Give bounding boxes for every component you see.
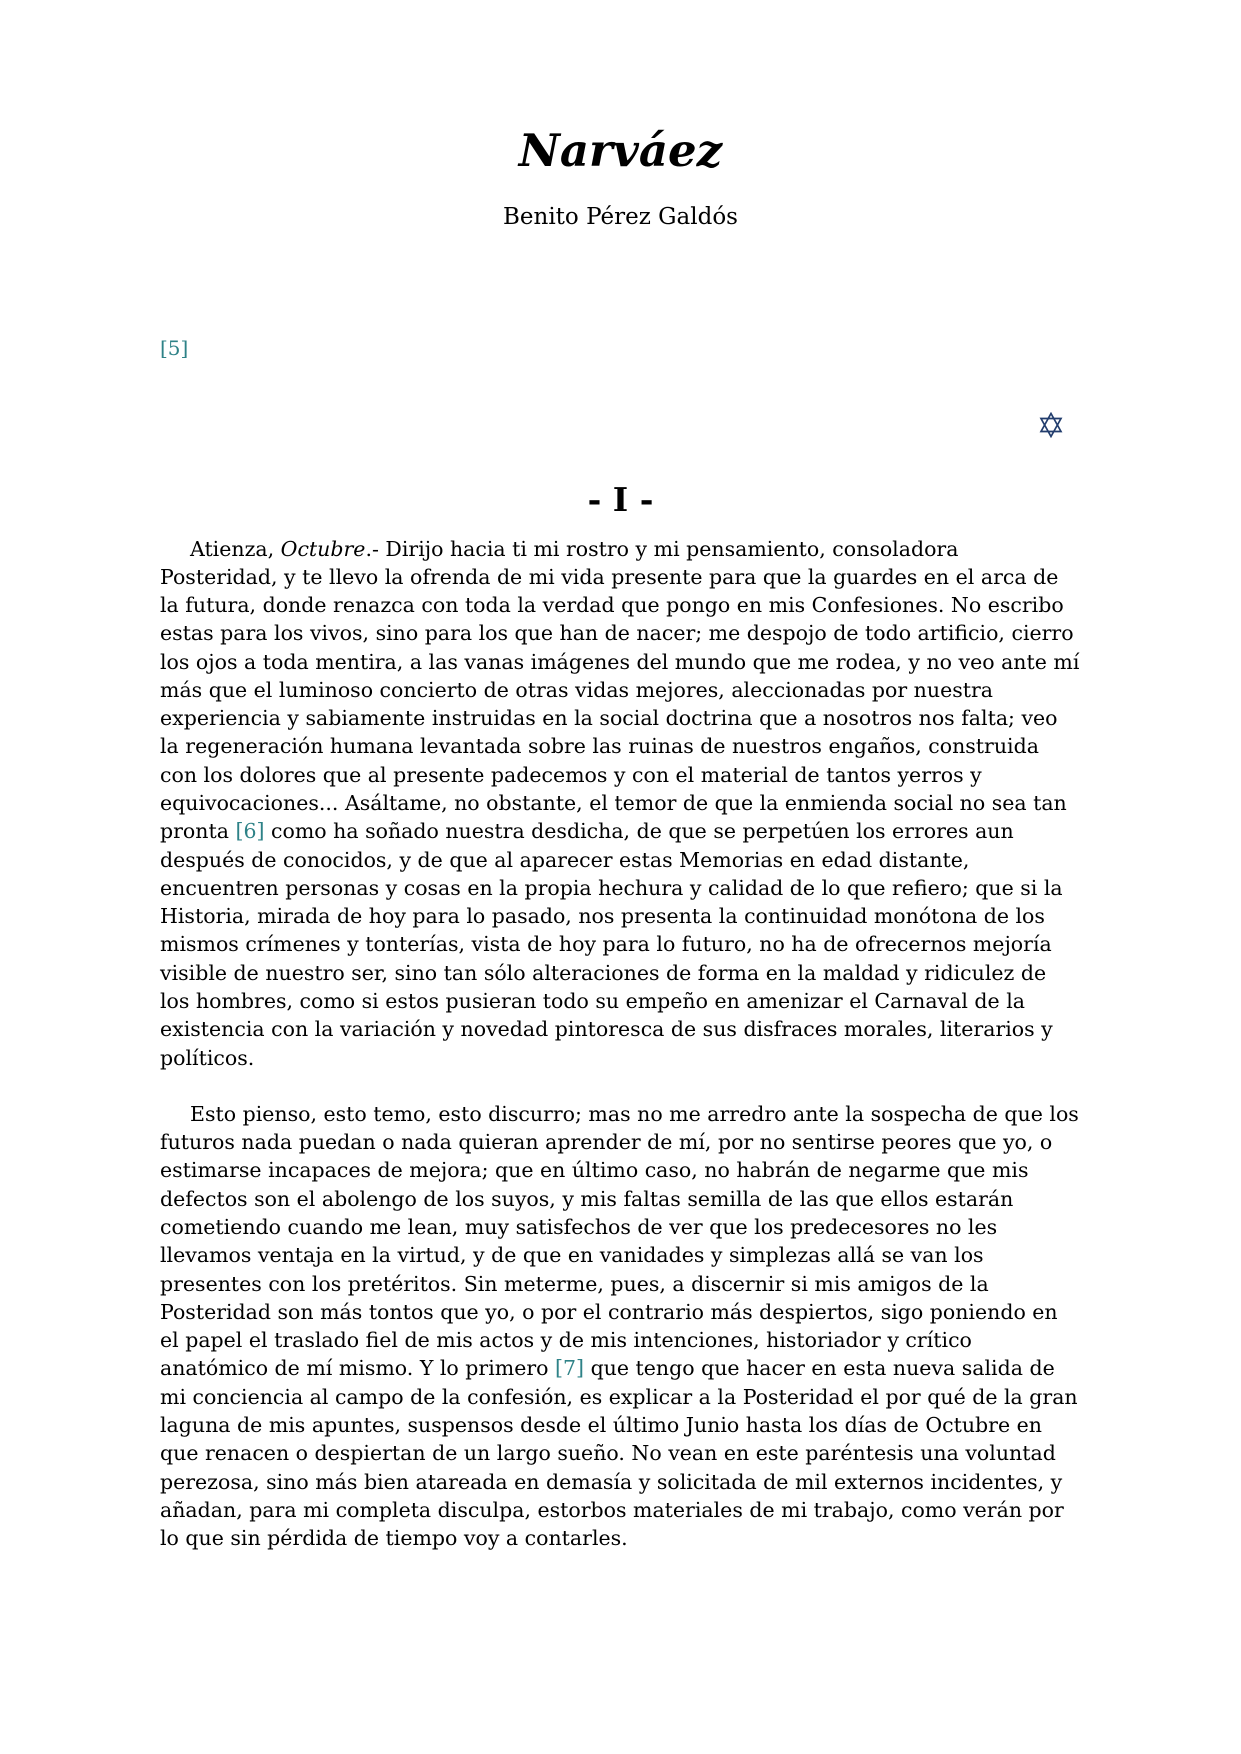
hexagram-star-link[interactable] — [1039, 412, 1063, 438]
hexagram-star-icon — [1039, 423, 1063, 442]
page-title: Narváez — [518, 124, 723, 177]
paragraph-1-italic-word: Octubre — [280, 536, 366, 561]
body-paragraph-1 — [160, 535, 1081, 1072]
paragraph-2-text-before-footnote: Esto pienso, esto temo, esto discurro; mas no me arredro ante la sospecha de que los futuros nada puedan o nada quieran aprender de mí, por no sentirse peores que yo, o estimarse incapaces de mejora; que en último caso, no habrán de negarme que mis defectos son el abolengo de los suyos, y mis faltas semilla de las que ellos estarán cometiendo cuando me lean, muy satisfechos de ver que los predecesores no les llevamos ventaja en la virtud, y de que en vanidades y simplezas allá se van los presentes con los pretéritos. Sin meterme, pues, a discernir si mis amigos de la Posteridad son más tontos que yo, o por el contrario más despiertos, sigo poniendo en el papel el traslado fiel de mis actos y de mis intenciones, historiador y crítico anatómico de mí mismo. Y lo primero — [160, 1101, 1079, 1381]
chapter-heading: - I - — [587, 479, 654, 519]
body-paragraph-2 — [160, 1100, 1081, 1553]
footnote-link-6[interactable]: [6] — [235, 819, 265, 844]
paragraph-1-lead: Atienza, — [190, 536, 281, 561]
footnote-link-7[interactable]: [7] — [555, 1356, 585, 1381]
author-name: Benito Pérez Galdós — [503, 203, 738, 230]
paragraph-1-text-after-footnote: como ha soñado nuestra desdicha, de que se perpetúen los errores aun después de conocidos, y de que al aparecer estas Memorias en edad distante, encuentren personas y cosas en la propia hechura y calidad de lo que refiero; que si la Historia, mirada de hoy para lo pasado, nos presenta la continuidad monótona de los mismos crímenes y tonterías, vista de hoy para lo futuro, no ha de ofrecernos mejoría visible de nuestro ser, sino tan sólo alteraciones de forma en la maldad y ridiculez de los hombres, como si estos pusieran todo su empeño en amenizar el Carnaval de la existencia con la variación y novedad pintoresca de sus disfraces morales, literarios y políticos. — [160, 819, 1063, 1070]
page-number-anchor-link[interactable]: [5] — [160, 335, 189, 360]
paragraph-1-text-before-footnote: .- Dirijo hacia ti mi rostro y mi pensamiento, consoladora Posteridad, y te llevo la ofrenda de mi vida presente para que la guardes en el arca de la futura, donde renazca con toda la verdad que pongo en mis Confesiones. No escribo estas para los vivos, sino para los que han de nacer; me despojo de todo artificio, cierro los ojos a toda mentira, a las vanas imágenes del mundo que me rodea, y no veo ante mí más que el luminoso concierto de otras vidas mejores, aleccionadas por nuestra experiencia y sabiamente instruidas en la social doctrina que a nosotros nos falta; veo la regeneración humana levantada sobre las ruinas de nuestros engaños, construida con los dolores que al presente padecemos y con el material de tantos yerros y equivocaciones... Asáltame, no obstante, el temor de que la enmienda social no sea tan pronta — [160, 536, 1080, 844]
section-divider — [160, 412, 1081, 438]
chapter-body — [160, 535, 1081, 1553]
paragraph-2-text-after-footnote: que tengo que hacer en esta nueva salida de mi conciencia al campo de la confesión, es explicar a la Posteridad el por qué de la gran laguna de mis apuntes, suspensos desde el último Junio hasta los días de Octubre en que renacen o despiertan de un largo sueño. No vean en este paréntesis una voluntad perezosa, sino más bien atareada en demasía y solicitada de mil externos incidentes, y añadan, para mi completa disculpa, estorbos materiales de mi trabajo, como verán por lo que sin pérdida de tiempo voy a contarles. — [160, 1356, 1078, 1551]
